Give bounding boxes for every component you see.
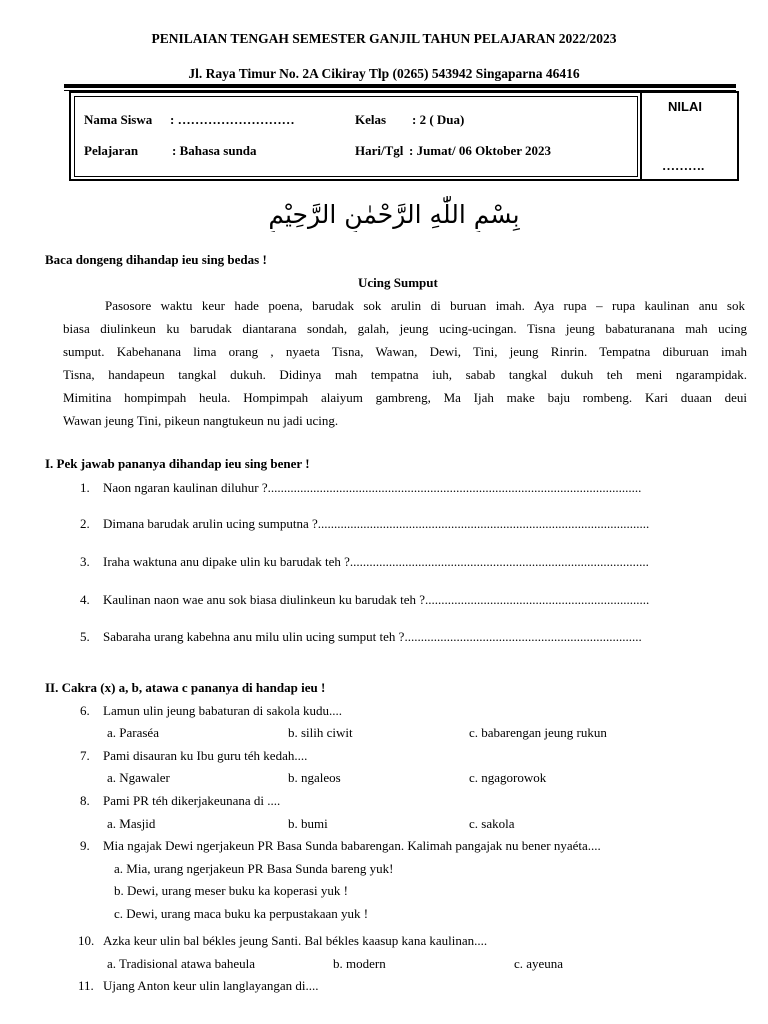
nilai-label: NILAI: [668, 99, 702, 114]
question-text: Naon ngaran kaulinan diluhur ?...................................................................................................................: [103, 480, 642, 495]
question-text: Ujang Anton keur ulin langlayangan di....: [103, 978, 319, 993]
question-number: 10.: [78, 933, 95, 948]
basmala-svg: [208, 196, 580, 232]
pelajaran-label: Pelajaran: [84, 143, 139, 158]
story-line: Pasosore waktu keur hade poena, barudak sok arulin di buruan imah. Aya rupa – rupa kaulinan anu sok: [105, 298, 745, 313]
nama-label: Nama Siswa: [84, 112, 153, 127]
question-text: Mia ngajak Dewi ngerjakeun PR Basa Sunda babarengan. Kalimah pangajak nu bener nyaéta....: [103, 838, 601, 853]
basmala-calligraphy: [208, 196, 580, 232]
story-line: Wawan jeung Tini, pikeun nangtukeun nu jadi ucing.: [63, 413, 339, 428]
nama-value: : ………………………: [170, 112, 295, 127]
option-b: b. ngaleos: [288, 770, 341, 785]
option-a: a. Tradisional atawa baheula: [107, 956, 256, 971]
question-text: Pami PR téh dikerjakeunana di ....: [103, 793, 281, 808]
kelas-value: : 2 ( Dua): [412, 112, 465, 127]
haritgl-value: : Jumat/ 06 Oktober 2023: [409, 143, 552, 158]
header-rule-thick: [64, 84, 736, 88]
option-a: a. Mia, urang ngerjakeun PR Basa Sunda bareng yuk!: [114, 861, 394, 876]
story-line: Tisna, handapeun tangkal dukuh. Didinya mah tempatna iuh, sabab tangkal dukuh teh meni ngarampidak.: [63, 367, 747, 382]
school-address: Jl. Raya Timur No. 2A Cikiray Tlp (0265) 543942 Singaparna 46416: [188, 66, 580, 81]
haritgl-label: Hari/Tgl: [355, 143, 404, 158]
story-line: sumput. Kabehanana lima orang , nyaeta Tisna, Wawan, Dewi, Tini, jeung Rinrin. Tempatna diburuan imah: [63, 344, 747, 359]
option-a: a. Ngawaler: [107, 770, 170, 785]
page-title: PENILAIAN TENGAH SEMESTER GANJIL TAHUN PELAJARAN 2022/2023: [151, 31, 617, 46]
question-text: Iraha waktuna anu dipake ulin ku barudak teh ?............................................................................................: [103, 554, 649, 569]
story-line: Mimitina hompimpah heula. Hompimpah alaiyum gambreng, Ma Ijah make baju rombeng. Kari duaan deui: [63, 390, 747, 405]
question-text: Lamun ulin jeung babaturan di sakola kudu....: [103, 703, 343, 718]
question-text: Pami disauran ku Ibu guru téh kedah....: [103, 748, 308, 763]
question-text: Sabaraha urang kabehna anu milu ulin ucing sumput teh ?.........................................................................: [103, 629, 642, 644]
reading-instruction: Baca dongeng dihandap ieu sing bedas !: [45, 252, 267, 267]
question-number: 3.: [80, 554, 90, 569]
question-number: 5.: [80, 629, 90, 644]
question-number: 9.: [80, 838, 90, 853]
option-a: a. Paraséa: [107, 725, 159, 740]
question-text: Azka keur ulin bal békles jeung Santi. Bal békles kaasup kana kaulinan....: [103, 933, 488, 948]
question-number: 4.: [80, 592, 90, 607]
option-a: a. Masjid: [107, 816, 156, 831]
option-b: b. bumi: [288, 816, 328, 831]
question-text: Dimana barudak arulin ucing sumputna ?......................................................................................................: [103, 516, 650, 531]
option-c: c. ngagorowok: [469, 770, 547, 785]
question-number: 1.: [80, 480, 90, 495]
kelas-label: Kelas: [355, 112, 387, 127]
question-number: 2.: [80, 516, 90, 531]
option-b: b. modern: [333, 956, 386, 971]
option-c: c. ayeuna: [514, 956, 564, 971]
section2-heading: II. Cakra (x) a, b, atawa c pananya di handap ieu !: [45, 680, 326, 695]
question-number: 6.: [80, 703, 90, 718]
story-title: Ucing Sumput: [358, 275, 438, 290]
story-line: biasa diulinkeun ku barudak diantarana sondah, galah, jeung ucing-ucingan. Tisna jeung babaturanana mah ucing: [63, 321, 747, 336]
nilai-divider: [640, 91, 642, 181]
option-c: c. Dewi, urang maca buku ka perpustakaan yuk !: [114, 906, 369, 921]
option-b: b. silih ciwit: [288, 725, 353, 740]
question-number: 7.: [80, 748, 90, 763]
question-number: 8.: [80, 793, 90, 808]
nilai-value: ……….: [662, 158, 705, 173]
basmala-text: بِسْمِ اللّٰهِ الرَّحْمٰنِ الرَّحِيْمِ: [268, 200, 520, 229]
question-text: Kaulinan naon wae anu sok biasa diulinkeun ku barudak teh ?.....................................................................: [103, 592, 650, 607]
option-c: c. babarengan jeung rukun: [469, 725, 607, 740]
identity-inner-box: [74, 96, 638, 177]
section1-heading: I. Pek jawab pananya dihandap ieu sing bener !: [45, 456, 310, 471]
option-c: c. sakola: [469, 816, 515, 831]
question-number: 11.: [78, 978, 94, 993]
pelajaran-value: : Bahasa sunda: [172, 143, 257, 158]
option-b: b. Dewi, urang meser buku ka koperasi yuk !: [114, 883, 348, 898]
